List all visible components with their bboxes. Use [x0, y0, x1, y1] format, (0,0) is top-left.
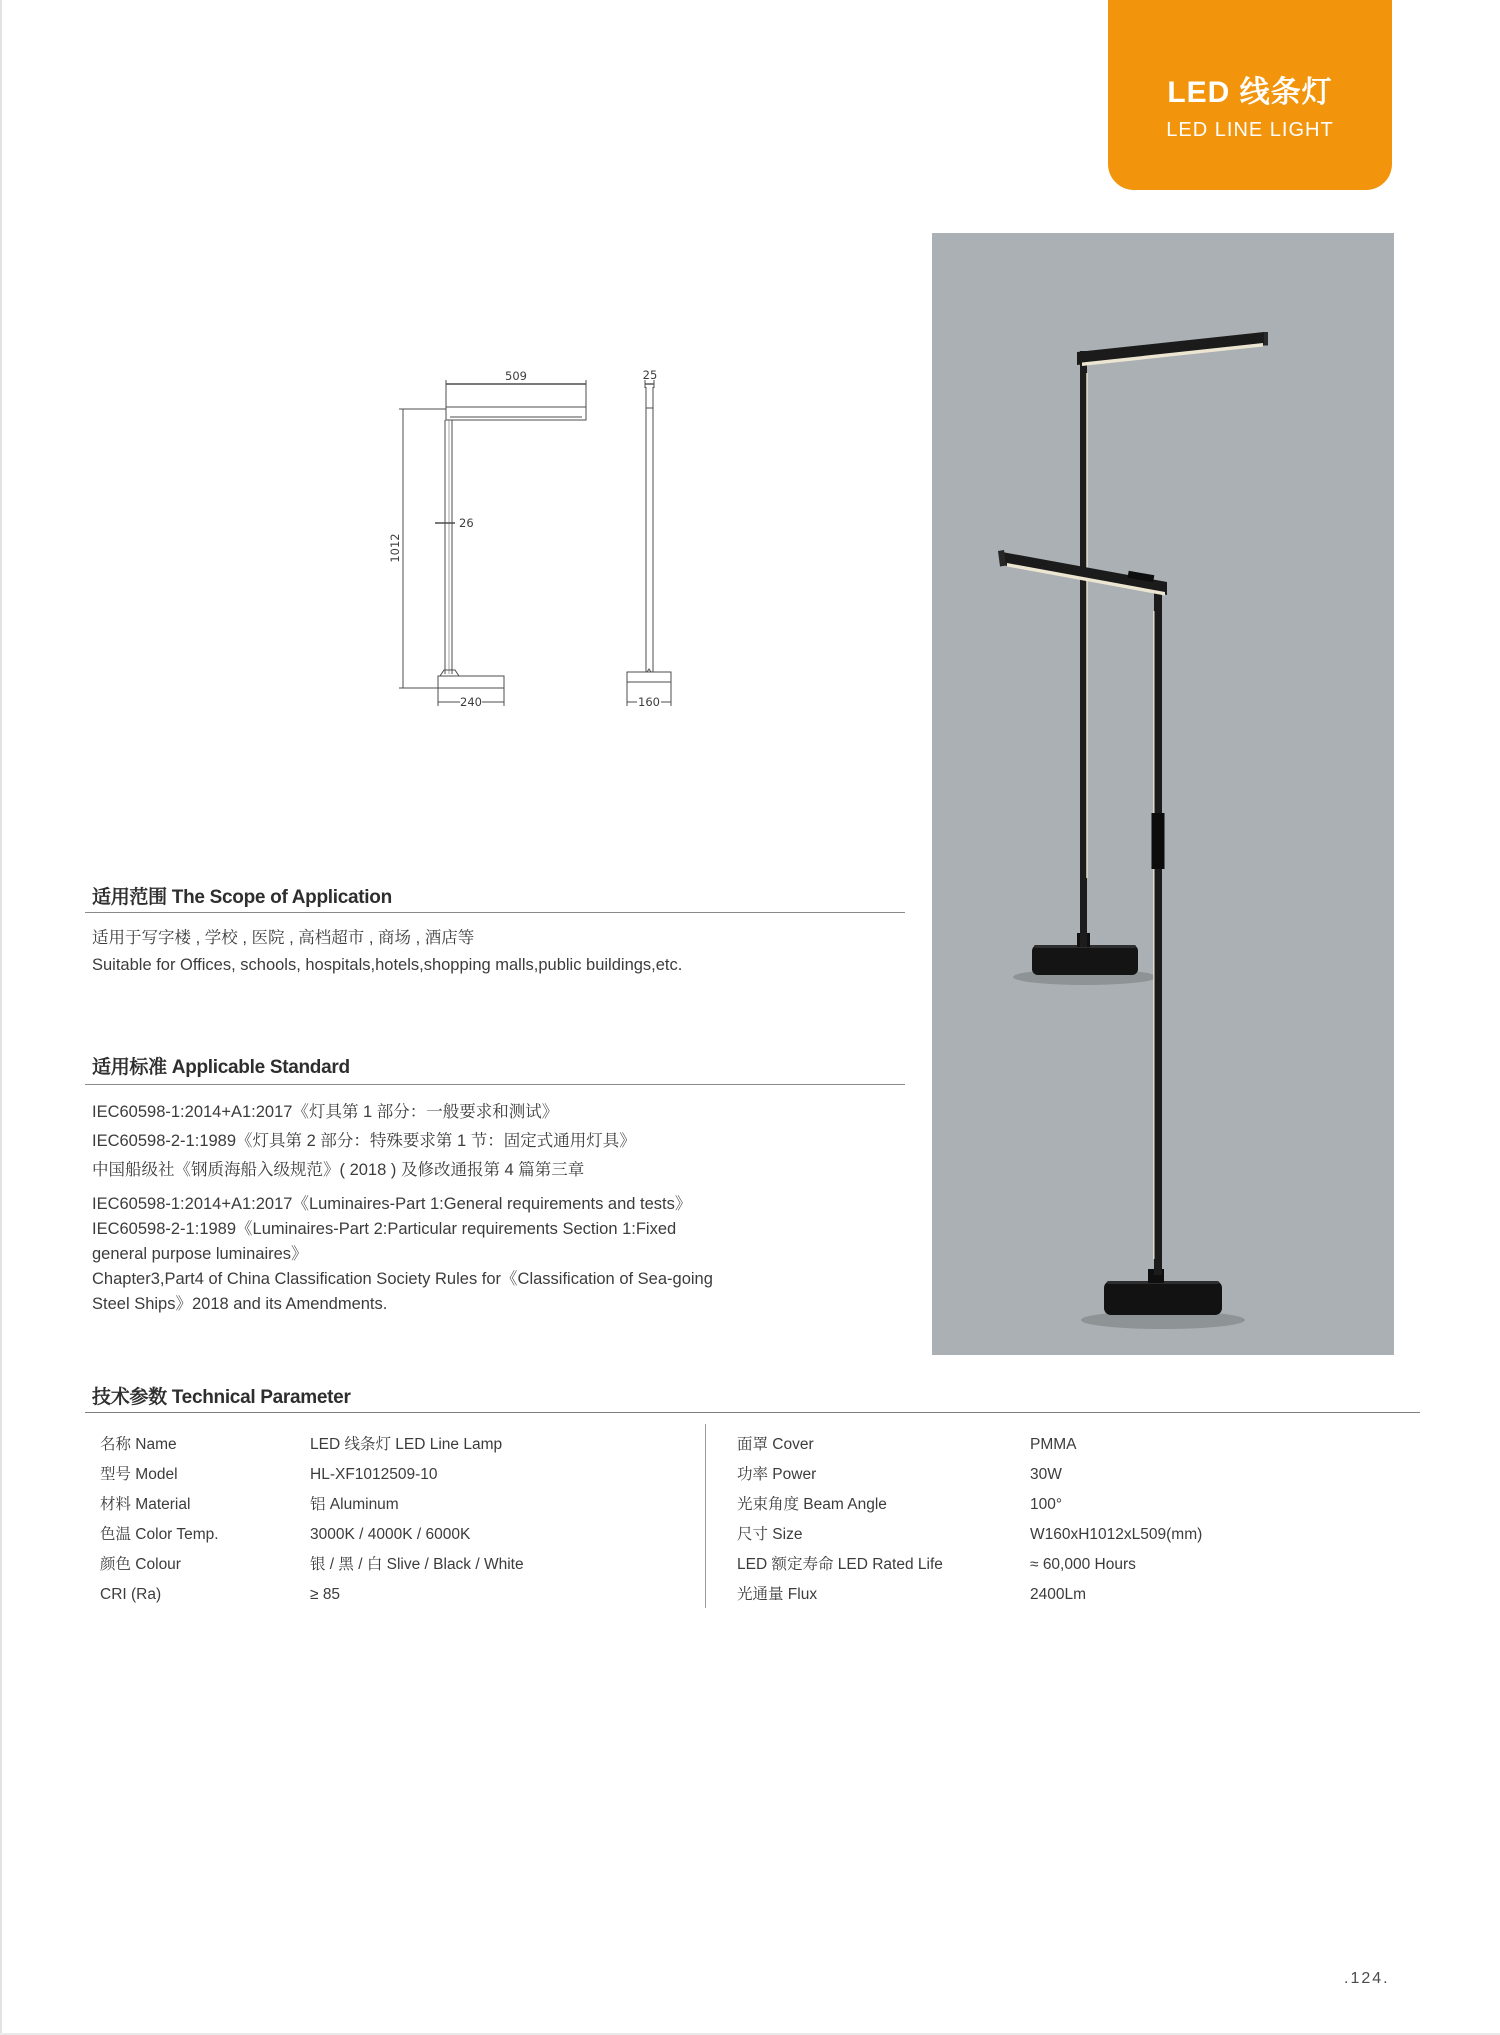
dimension-drawing-svg	[330, 340, 690, 720]
param-value: PMMA	[1030, 1436, 1077, 1453]
param-value: 银 / 黑 / 白 Slive / Black / White	[310, 1556, 524, 1573]
table-row	[100, 1580, 700, 1610]
standard-heading-rule	[85, 1084, 905, 1085]
scope-line-zh: 适用于写字楼 , 学校 , 医院 , 高档超市 , 商场 , 酒店等	[92, 929, 475, 947]
dim-label-25: 25	[642, 368, 658, 382]
parameters-heading-rule	[85, 1412, 1420, 1413]
table-row	[100, 1460, 700, 1490]
table-row	[737, 1580, 1437, 1610]
param-label: 光束角度 Beam Angle	[737, 1496, 887, 1513]
page-edge-left	[0, 0, 2, 2035]
floor-lamp-front	[998, 550, 1245, 1329]
param-label: 色温 Color Temp.	[100, 1526, 219, 1543]
parameter-table-divider	[705, 1424, 706, 1608]
standard-line: general purpose luminaires》	[92, 1245, 308, 1263]
table-row	[737, 1490, 1437, 1520]
table-row	[100, 1430, 700, 1460]
badge-title-zh: LED 线条灯	[1167, 76, 1333, 109]
param-value: 30W	[1030, 1466, 1062, 1483]
standard-line: IEC60598-2-1:1989《灯具第 2 部分：特殊要求第 1 节：固定式通用灯具》	[92, 1132, 636, 1150]
standard-line: Chapter3,Part4 of China Classification Society Rules for《Classification of Sea-going	[92, 1270, 713, 1288]
dim-label-26: 26	[459, 516, 474, 530]
parameters-heading: 技术参数 Technical Parameter	[92, 1387, 351, 1408]
param-value: 3000K / 4000K / 6000K	[310, 1526, 471, 1543]
standard-line: IEC60598-1:2014+A1:2017《灯具第 1 部分：一般要求和测试》	[92, 1103, 559, 1121]
param-label: 型号 Model	[100, 1466, 178, 1483]
dim-label-1012: 1012	[388, 533, 402, 563]
param-label: 功率 Power	[737, 1466, 817, 1483]
param-value: 100°	[1030, 1496, 1063, 1513]
badge-title-en: LED LINE LIGHT	[1166, 119, 1334, 141]
param-value: 2400Lm	[1030, 1586, 1087, 1603]
param-value: W160xH1012xL509(mm)	[1030, 1526, 1203, 1543]
param-value: 铝 Aluminum	[310, 1496, 399, 1513]
param-label: CRI (Ra)	[100, 1586, 162, 1603]
product-photo	[932, 233, 1394, 1355]
standard-heading: 适用标准 Applicable Standard	[92, 1057, 350, 1078]
standard-line: 中国船级社《钢质海船入级规范》( 2018 ) 及修改通报第 4 篇第三章	[92, 1161, 585, 1179]
category-badge	[1108, 0, 1392, 190]
table-row	[737, 1550, 1437, 1580]
param-value: LED 线条灯 LED Line Lamp	[310, 1436, 503, 1453]
param-label: 尺寸 Size	[737, 1526, 803, 1543]
table-row	[737, 1460, 1437, 1490]
standard-lines	[92, 1098, 932, 1317]
page-number: .124.	[1344, 1970, 1390, 1987]
param-label: LED 额定寿命 LED Rated Life	[737, 1556, 943, 1573]
dim-label-509: 509	[505, 369, 527, 383]
standard-line: IEC60598-2-1:1989《Luminaires-Part 2:Particular requirements Section 1:Fixed	[92, 1220, 677, 1238]
table-row	[100, 1550, 700, 1580]
scope-heading-rule	[85, 912, 905, 913]
dimension-drawing	[330, 340, 690, 720]
table-row	[100, 1490, 700, 1520]
dim-label-240: 240	[460, 695, 482, 709]
table-row	[737, 1520, 1437, 1550]
scope-line-en: Suitable for Offices, schools, hospitals,hotels,shopping malls,public buildings,etc.	[92, 956, 683, 974]
param-label: 名称 Name	[100, 1436, 177, 1453]
standard-line: IEC60598-1:2014+A1:2017《Luminaires-Part 1:General requirements and tests》	[92, 1195, 692, 1213]
param-label: 光通量 Flux	[737, 1586, 818, 1603]
dim-label-160: 160	[638, 695, 660, 709]
table-row	[100, 1520, 700, 1550]
product-photo-svg	[932, 233, 1394, 1355]
param-value: ≥ 85	[310, 1586, 341, 1603]
param-label: 面罩 Cover	[737, 1436, 814, 1453]
table-row	[737, 1430, 1437, 1460]
floor-lamp-back	[1013, 332, 1268, 985]
param-label: 颜色 Colour	[100, 1556, 181, 1573]
standard-line: Steel Ships》2018 and its Amendments.	[92, 1295, 388, 1313]
scope-heading: 适用范围 The Scope of Application	[92, 887, 392, 908]
param-value: HL-XF1012509-10	[310, 1466, 438, 1483]
param-label: 材料 Material	[100, 1496, 191, 1513]
param-value: ≈ 60,000 Hours	[1030, 1556, 1136, 1573]
